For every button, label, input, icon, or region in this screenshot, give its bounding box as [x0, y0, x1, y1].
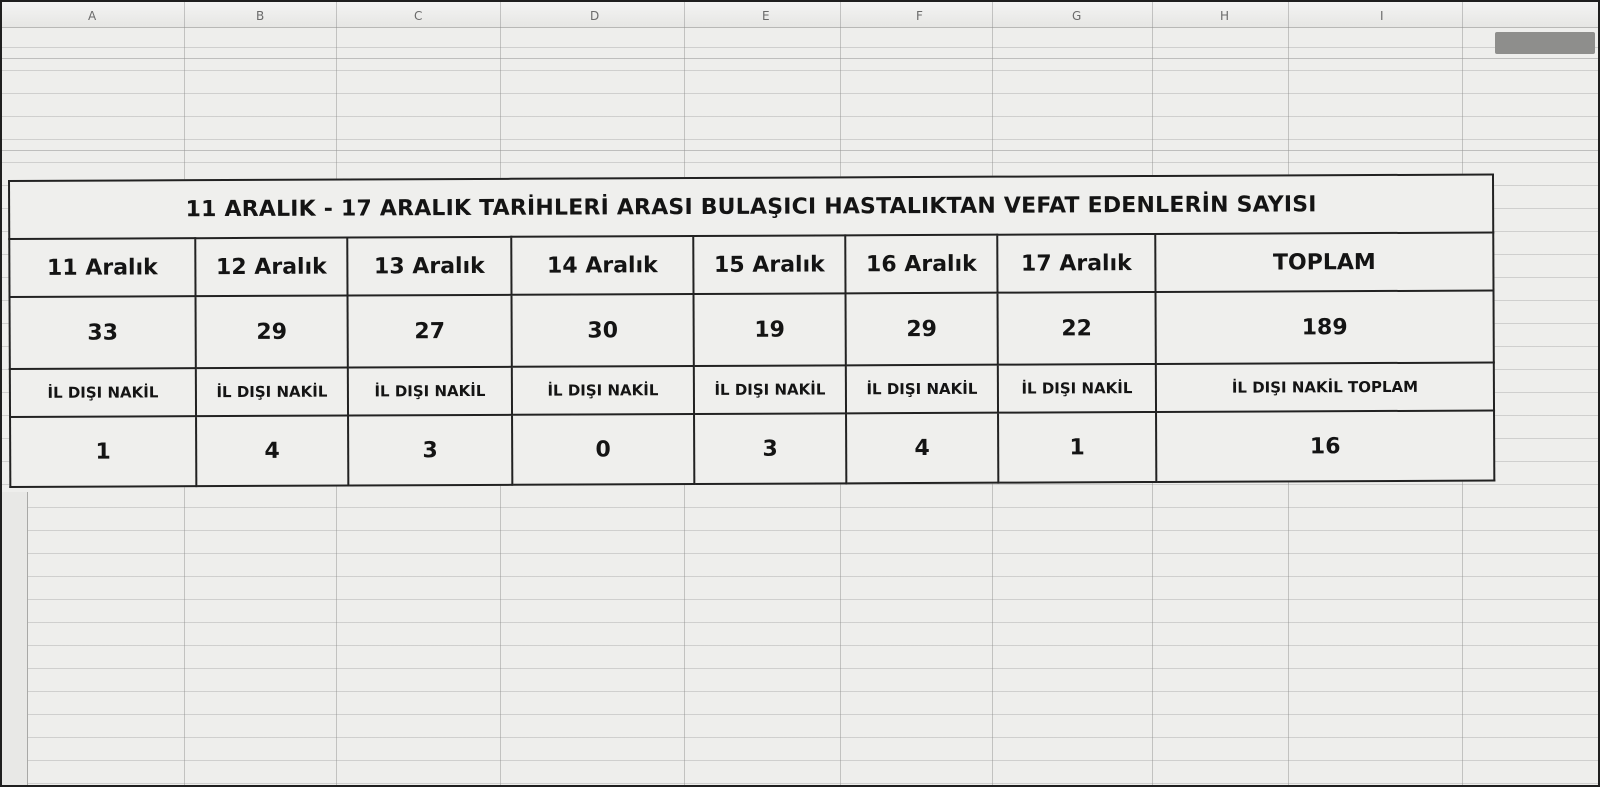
count-cell[interactable]: 33 [10, 296, 196, 369]
date-cell[interactable]: 13 Aralık [347, 237, 511, 296]
transfer-label-row [10, 363, 1494, 417]
date-cell[interactable]: 17 Aralık [997, 234, 1155, 293]
empty-rows-top [2, 28, 1600, 176]
count-cell[interactable]: 29 [196, 296, 348, 369]
transfer-label-cell[interactable]: İL DIŞI NAKİL [10, 368, 196, 417]
count-cell[interactable]: 29 [846, 293, 998, 366]
transfer-label-cell[interactable]: İL DIŞI NAKİL [694, 365, 846, 414]
transfer-value-cell[interactable]: 4 [846, 413, 998, 484]
transfer-total-value-cell[interactable]: 16 [1156, 411, 1494, 482]
transfer-value-cell[interactable]: 3 [348, 415, 512, 486]
date-header-row [9, 233, 1493, 297]
date-cell[interactable]: 11 Aralık [9, 238, 195, 297]
total-count-cell[interactable]: 189 [1155, 291, 1493, 364]
column-header-e[interactable]: E [762, 9, 770, 23]
column-header-c[interactable]: C [414, 9, 423, 23]
column-header-f[interactable]: F [916, 9, 923, 23]
count-cell[interactable]: 19 [694, 293, 846, 366]
death-count-row [10, 291, 1494, 369]
total-header-cell[interactable]: TOPLAM [1155, 233, 1493, 292]
column-header-g[interactable]: G [1072, 9, 1082, 23]
transfer-value-cell[interactable]: 0 [512, 414, 694, 485]
transfer-value-cell[interactable]: 1 [10, 416, 196, 487]
date-cell[interactable]: 16 Aralık [845, 235, 997, 294]
column-header-b[interactable]: B [256, 9, 265, 23]
scrollbar-thumb[interactable] [1495, 32, 1595, 54]
transfer-value-row [10, 411, 1494, 487]
table-title[interactable]: 11 ARALIK - 17 ARALIK TARİHLERİ ARASI BULAŞICI HASTALIKTAN VEFAT EDENLERİN SAYISI [9, 175, 1493, 239]
column-header-h[interactable]: H [1220, 9, 1230, 23]
count-cell[interactable]: 27 [348, 295, 512, 368]
column-header-i[interactable]: I [1380, 9, 1384, 23]
column-header-d[interactable]: D [590, 9, 600, 23]
transfer-label-cell[interactable]: İL DIŞI NAKİL [998, 364, 1156, 413]
transfer-label-cell[interactable]: İL DIŞI NAKİL [348, 367, 512, 416]
transfer-value-cell[interactable]: 1 [998, 412, 1156, 483]
column-header-bar [2, 2, 1600, 28]
death-count-table [8, 174, 1495, 488]
column-header-a[interactable]: A [88, 9, 97, 23]
row-header-strip [2, 492, 28, 787]
transfer-total-label-cell[interactable]: İL DIŞI NAKİL TOPLAM [1156, 363, 1494, 412]
date-cell[interactable]: 14 Aralık [511, 236, 693, 295]
count-cell[interactable]: 22 [998, 292, 1156, 365]
transfer-value-cell[interactable]: 3 [694, 413, 846, 484]
transfer-value-cell[interactable]: 4 [196, 416, 348, 487]
date-cell[interactable]: 12 Aralık [195, 238, 347, 297]
transfer-label-cell[interactable]: İL DIŞI NAKİL [512, 366, 694, 415]
count-cell[interactable]: 30 [512, 294, 694, 367]
date-cell[interactable]: 15 Aralık [693, 235, 845, 294]
transfer-label-cell[interactable]: İL DIŞI NAKİL [846, 365, 998, 414]
transfer-label-cell[interactable]: İL DIŞI NAKİL [196, 368, 348, 417]
spreadsheet-grid [2, 2, 1600, 787]
